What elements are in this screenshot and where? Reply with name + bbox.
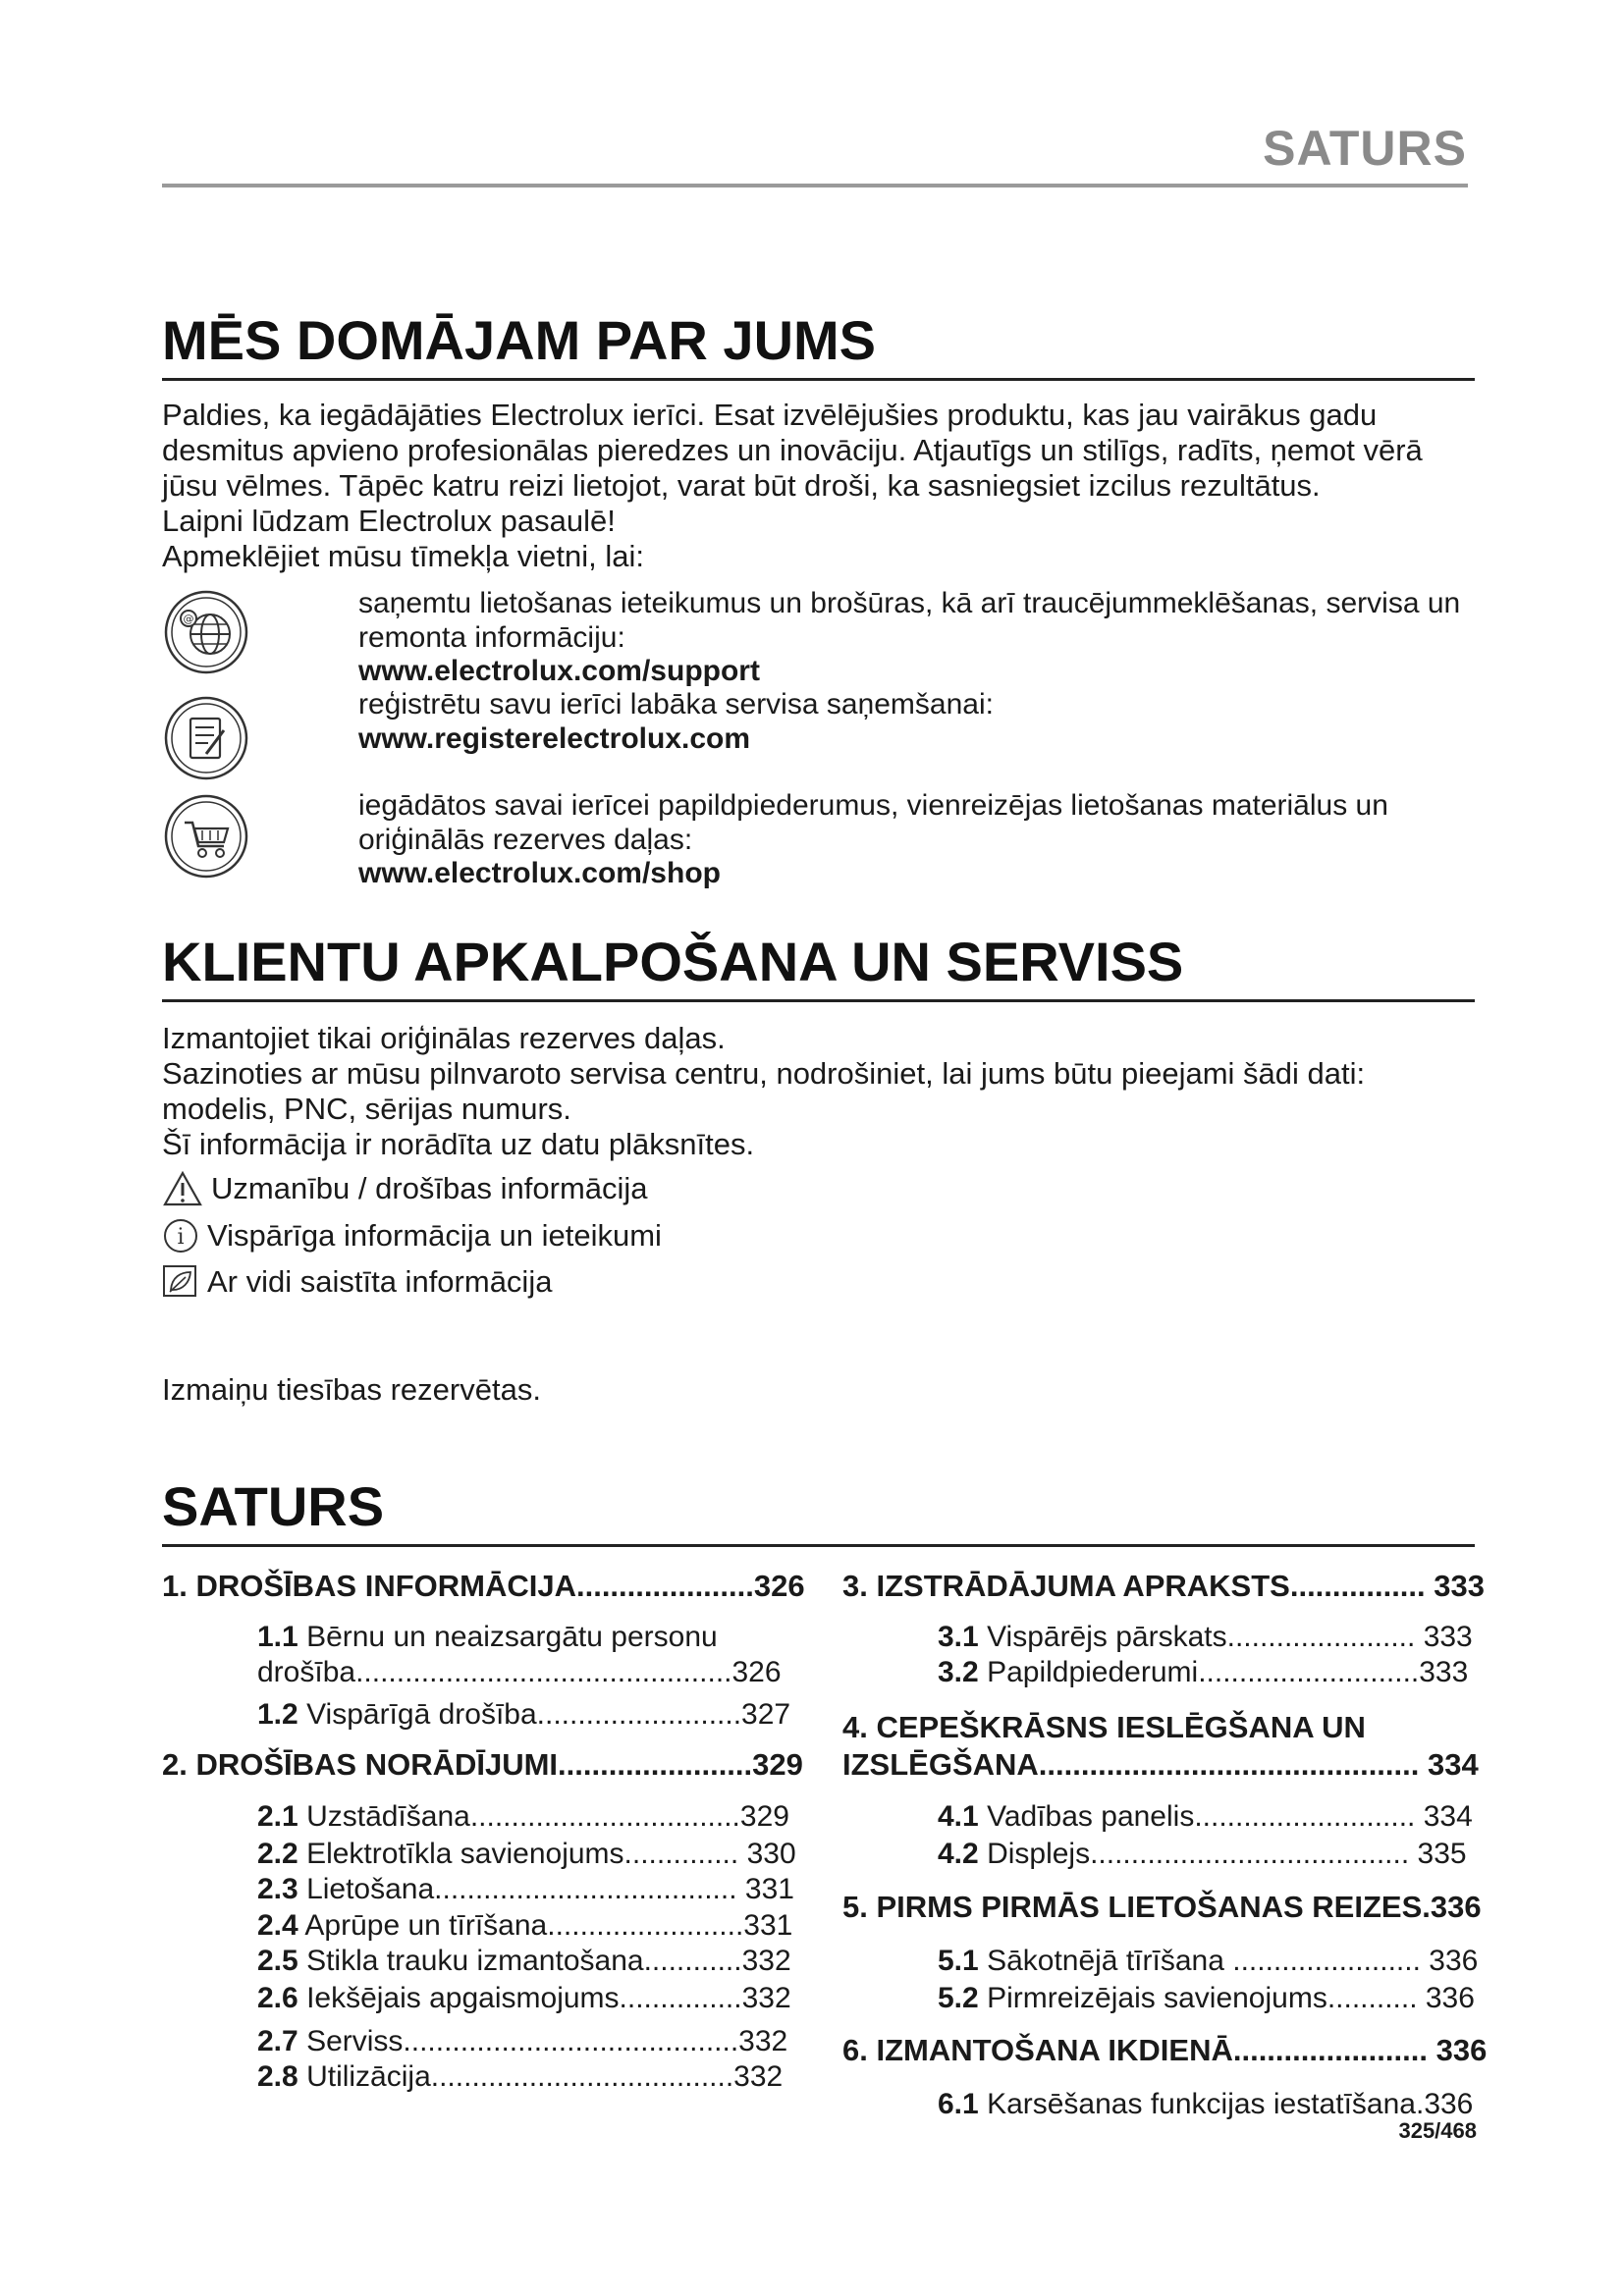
toc-item-2-7[interactable]: 2.7 Serviss.........................................332 xyxy=(257,2025,788,2057)
intro-line-4: Laipni lūdzam Electrolux pasaulē! xyxy=(162,504,616,538)
section-title-service: KLIENTU APKALPOŠANA UN SERVISS xyxy=(162,931,1184,992)
toc-chapter-3[interactable]: 3. IZSTRĀDĀJUMA APRAKSTS................ 333 xyxy=(842,1569,1486,1603)
toc-item-2-1[interactable]: 2.1 Uzstādīšana.................................329 xyxy=(257,1800,789,1833)
service-line-2: Sazinoties ar mūsu pilnvaroto servisa centru, nodrošiniet, lai jums būtu pieejami šādi dati: xyxy=(162,1056,1366,1091)
register-text xyxy=(358,688,994,756)
support-link[interactable]: www.electrolux.com/support xyxy=(358,655,760,687)
service-line-1: Izmantojiet tikai oriģinālas rezerves daļas. xyxy=(162,1021,726,1055)
toc-title: SATURS xyxy=(162,1475,385,1537)
toc-chapter-4[interactable]: 4. CEPEŠKRĀSNS IESLĒGŠANA UN xyxy=(842,1710,1366,1744)
support-text xyxy=(358,587,1460,689)
shop-line-2: oriģinālās rezerves daļas: xyxy=(358,823,693,856)
toc-chapter-6[interactable]: 6. IZMANTOŠANA IKDIENĀ....................... 336 xyxy=(842,2033,1488,2067)
toc-item-3-1[interactable]: 3.1 Vispārējs pārskats....................... 333 xyxy=(938,1621,1473,1653)
toc-chapter-1[interactable]: 1. DROŠĪBAS INFORMĀCIJA.....................326 xyxy=(162,1569,805,1603)
intro-line-5: Apmeklējiet mūsu tīmekļa vietni, lai: xyxy=(162,539,645,573)
toc-item-2-5[interactable]: 2.5 Stikla trauku izmantošana............332 xyxy=(257,1945,791,1977)
toc-item-6-1[interactable]: 6.1 Karsēšanas funkcijas iestatīšana.336 xyxy=(938,2088,1474,2120)
shop-link[interactable]: www.electrolux.com/shop xyxy=(358,857,721,889)
toc-item-2-3[interactable]: 2.3 Lietošana..................................... 331 xyxy=(257,1873,794,1905)
section-title-thinking: MĒS DOMĀJAM PAR JUMS xyxy=(162,309,877,371)
toc-chapter-2[interactable]: 2. DROŠĪBAS NORĀDĪJUMI.......................329 xyxy=(162,1747,803,1782)
service-line-3: modelis, PNC, sērijas numurs. xyxy=(162,1092,571,1126)
toc-item-1-2[interactable]: 1.2 Vispārīgā drošība.........................327 xyxy=(257,1698,791,1731)
intro-line-1: Paldies, ka iegādājāties Electrolux ierīci. Esat izvēlējušies produktu, kas jau vairākus gadu xyxy=(162,398,1378,432)
toc-chapter-5[interactable]: 5. PIRMS PIRMĀS LIETOŠANAS REIZES.336 xyxy=(842,1890,1482,1924)
toc-item-2-2[interactable]: 2.2 Elektrotīkla savienojums.............. 330 xyxy=(257,1838,796,1870)
toc-rule xyxy=(162,1544,1475,1547)
shop-line-1: iegādātos savai ierīcei papildpiederumus, vienreizējas lietošanas materiālus un xyxy=(358,789,1388,822)
intro-paragraph xyxy=(162,398,1423,574)
toc-item-3-2[interactable]: 3.2 Papildpiederumi...........................333 xyxy=(938,1656,1469,1688)
svg-text:@: @ xyxy=(183,613,194,625)
toc-item-4-2[interactable]: 4.2 Displejs....................................... 335 xyxy=(938,1838,1467,1870)
support-line-1: saņemtu lietošanas ieteikumus un brošūras, kā arī traucējummeklēšanas, servisa un xyxy=(358,587,1461,619)
toc-chapter-4-cont[interactable]: IZSLĒGŠANA............................................. 334 xyxy=(842,1747,1479,1782)
page-number: 325/468 xyxy=(1398,2118,1477,2143)
register-link[interactable]: www.registerelectrolux.com xyxy=(358,721,751,755)
shop-text xyxy=(358,789,1388,891)
toc-item-2-8[interactable]: 2.8 Utilizācija.....................................332 xyxy=(257,2060,784,2093)
warning-icon xyxy=(162,1170,203,1207)
legend-info-label: Vispārīga informācija un ieteikumi xyxy=(207,1218,662,1253)
section-rule-thinking xyxy=(162,378,1475,381)
legend-environment xyxy=(162,1264,552,1300)
toc-item-4-1[interactable]: 4.1 Vadības panelis........................... 334 xyxy=(938,1800,1473,1833)
service-line-4: Šī informācija ir norādīta uz datu plāksnītes. xyxy=(162,1127,755,1161)
environment-leaf-icon xyxy=(162,1264,199,1300)
service-paragraph xyxy=(162,1021,1365,1162)
toc-item-1-1[interactable]: 1.1 Bērnu un neaizsargātu personu xyxy=(257,1621,718,1653)
register-line-1: reģistrētu savu ierīci labāka servisa saņemšanai: xyxy=(358,688,994,721)
svg-text:i: i xyxy=(177,1225,185,1250)
toc-item-5-1[interactable]: 5.1 Sākotnējā tīrīšana ....................... 336 xyxy=(938,1945,1479,1977)
register-document-icon xyxy=(163,695,249,786)
legend-warning-label: Uzmanību / drošības informācija xyxy=(211,1171,648,1205)
globe-icon xyxy=(163,589,249,680)
info-icon xyxy=(162,1217,199,1255)
toc-item-1-1-cont[interactable]: drošība..............................................326 xyxy=(257,1656,782,1688)
toc-item-5-2[interactable]: 5.2 Pirmreizējais savienojums........... 336 xyxy=(938,1982,1475,2014)
section-rule-service xyxy=(162,999,1475,1002)
toc-item-2-4[interactable]: 2.4 Aprūpe un tīrīšana........................331 xyxy=(257,1909,793,1942)
legend-warning xyxy=(162,1170,648,1207)
rights-reserved: Izmaiņu tiesības rezervētas. xyxy=(162,1372,541,1407)
header-rule xyxy=(162,184,1468,187)
support-line-2: remonta informāciju: xyxy=(358,620,625,654)
legend-info xyxy=(162,1217,662,1255)
running-header-title: SATURS xyxy=(1263,121,1467,176)
intro-line-2: desmitus apvieno profesionālas pieredzes un inovāciju. Atjautīgs un stilīgs, radīts, ņemot vērā xyxy=(162,433,1423,467)
intro-line-3: jūsu vēlmes. Tāpēc katru reizi lietojot, varat būt droši, ka sasniegsiet izcilus rezultātus. xyxy=(162,468,1321,503)
toc-item-2-6[interactable]: 2.6 Iekšējais apgaismojums...............332 xyxy=(257,1982,791,2014)
shopping-cart-icon xyxy=(163,793,249,884)
legend-environment-label: Ar vidi saistīta informācija xyxy=(207,1264,553,1299)
